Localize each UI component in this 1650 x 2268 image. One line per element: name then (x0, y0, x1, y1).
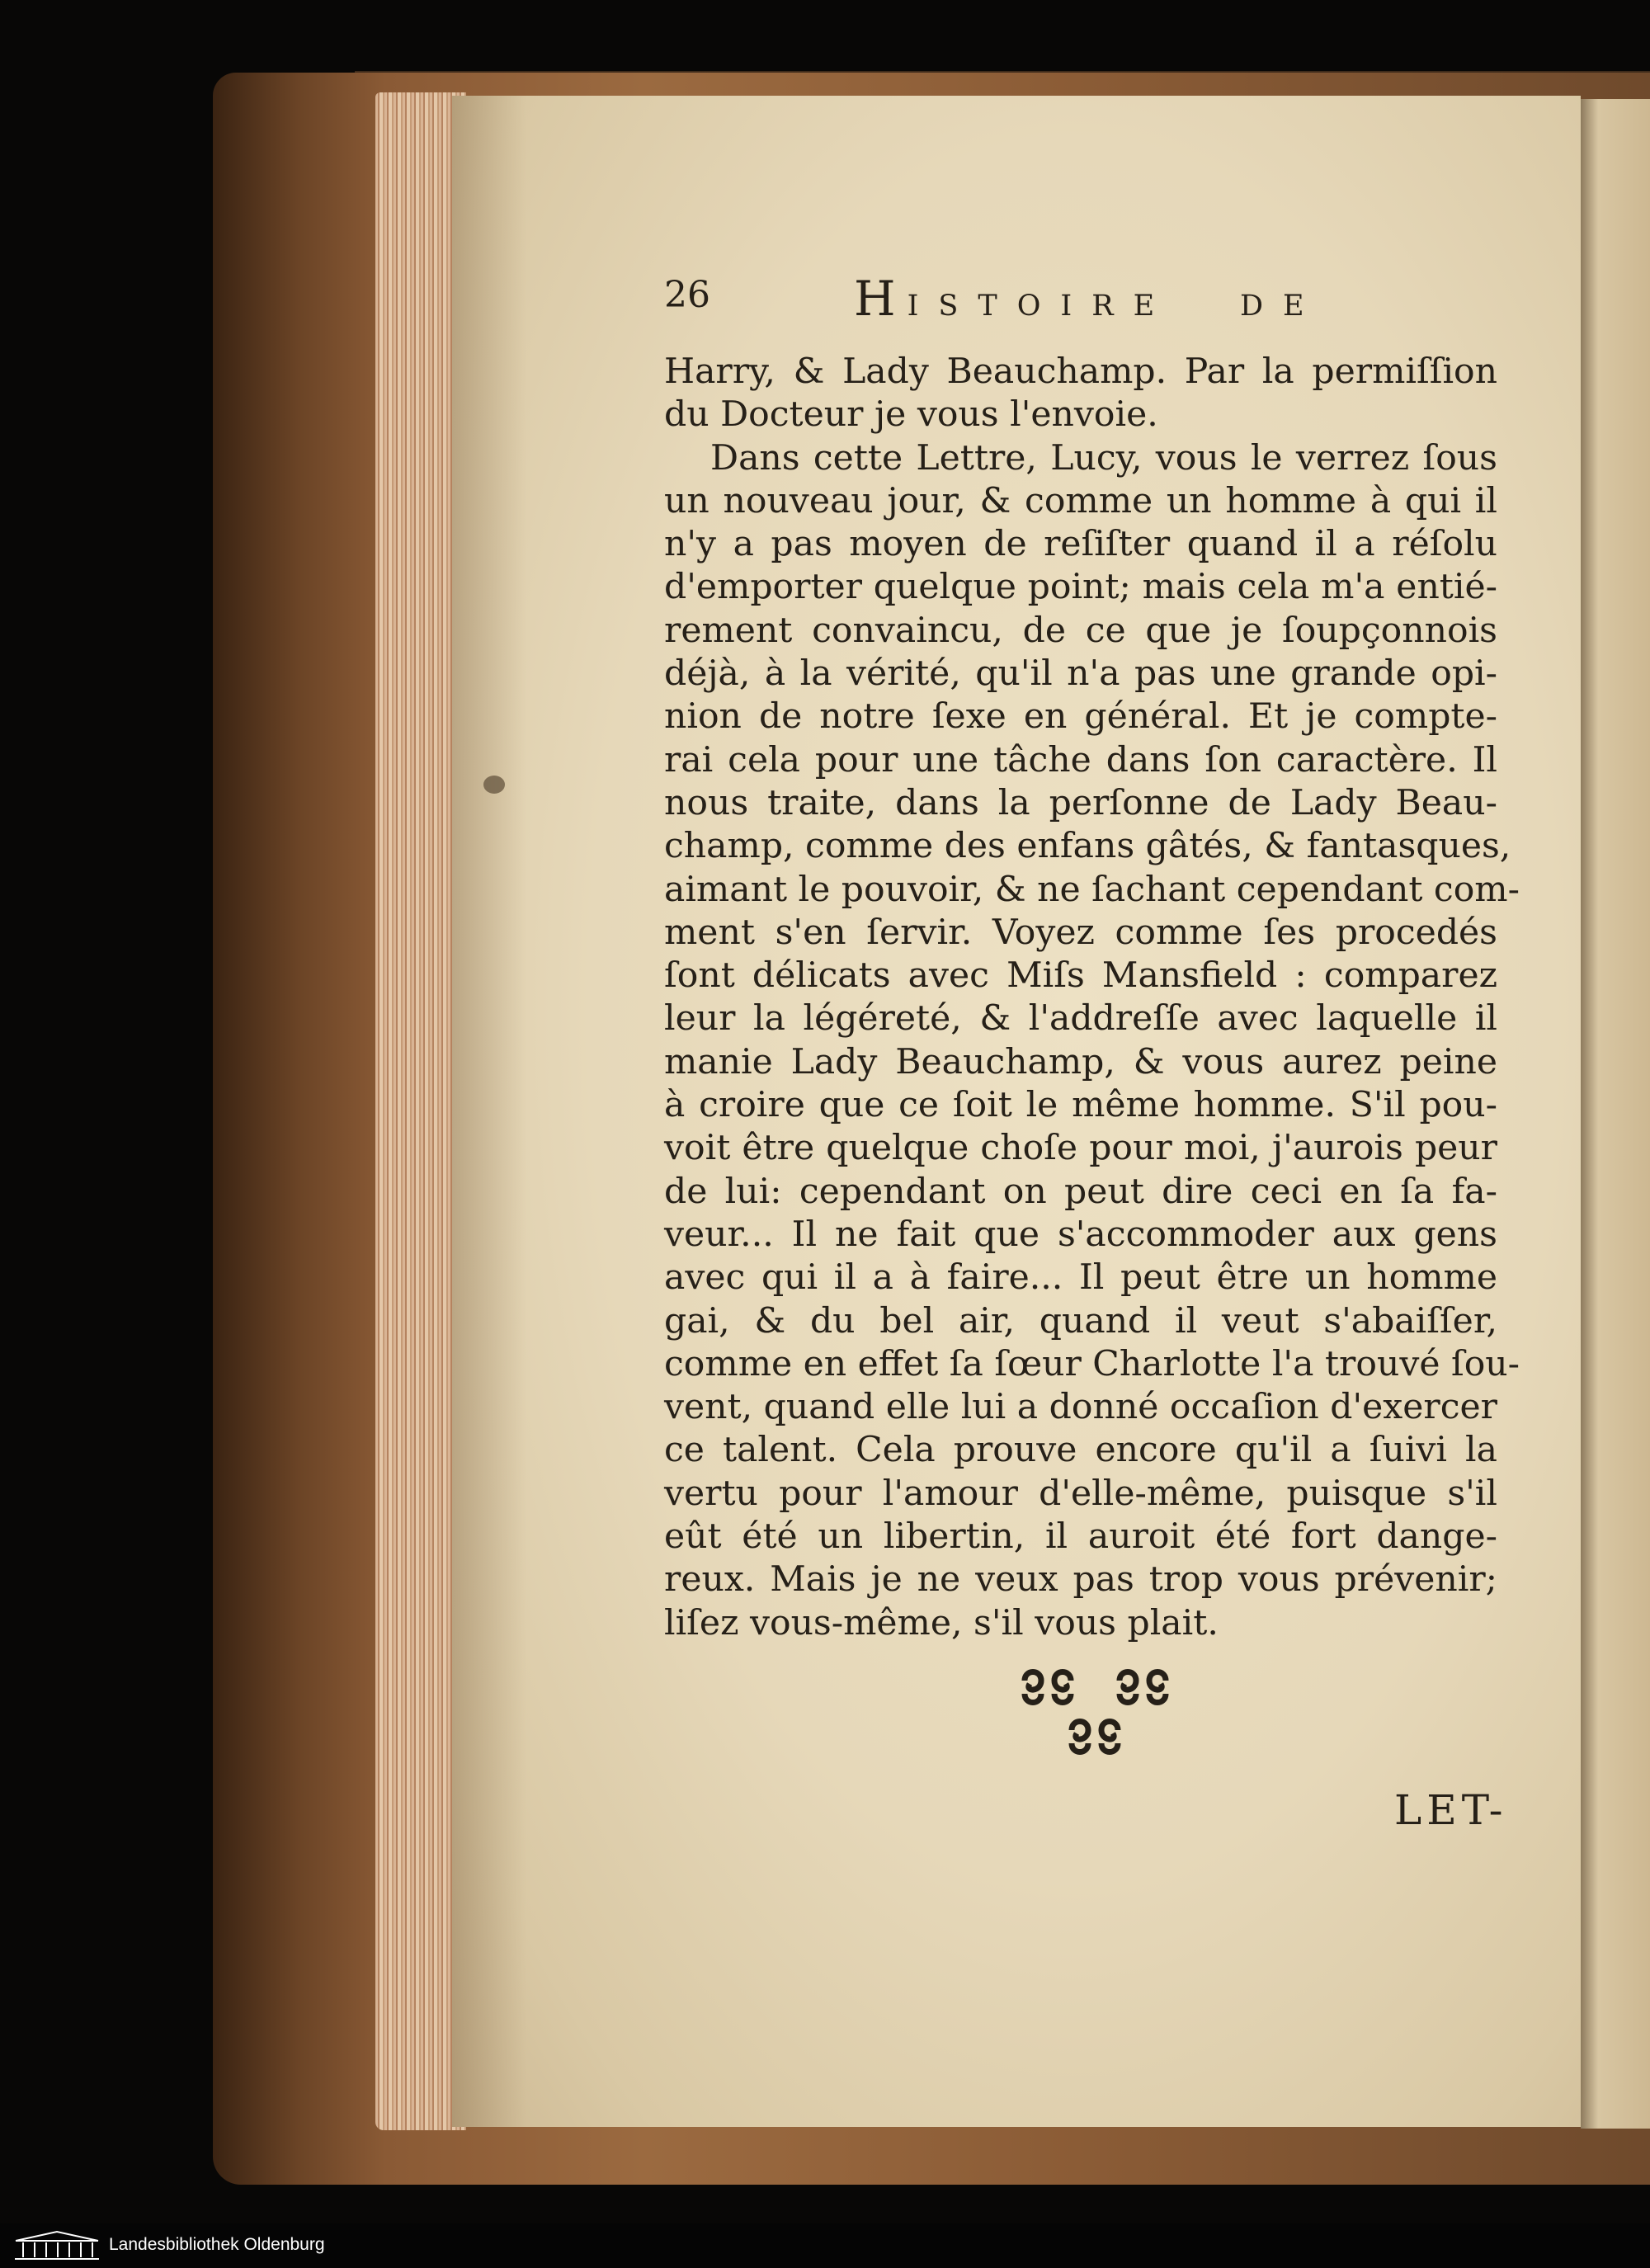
text-line: vertu pour l'amour d'elle-même, puisque s'il (664, 1473, 1497, 1514)
text-line: veur... Il ne fait que s'accommoder aux gens (664, 1214, 1497, 1255)
running-head-initial: H (854, 271, 908, 327)
library-name: Landesbibliothek Oldenburg (109, 2235, 325, 2254)
text-line: nous traite, dans la perſonne de Lady Beau- (664, 782, 1497, 823)
printers-ornament (1015, 1658, 1180, 1766)
text-block (664, 264, 1520, 1645)
text-line: eût été un libertin, il auroit été fort dange- (664, 1516, 1497, 1558)
text-line: déjà, à la vérité, qu'il n'a pas une grande opi- (664, 653, 1497, 695)
text-line: ſont délicats avec Miſs Mansfield : comparez (664, 955, 1497, 997)
body-text (664, 351, 1520, 1645)
text-line: Harry, & Lady Beauchamp. Par la permiſſion (664, 351, 1497, 392)
library-building-icon (12, 2229, 102, 2262)
text-line: de lui: cependant on peut dire ceci en ſa fa- (664, 1171, 1497, 1212)
running-head-de: de (1239, 277, 1324, 325)
text-line: aimant le pouvoir, & ne ſachant cependant com- (664, 869, 1520, 910)
facing-page-edge (1581, 99, 1650, 2129)
text-line: du Docteur je vous l'envoie. (664, 394, 1158, 436)
text-line: rement convaincu, de ce que je ſoupçonnois (664, 610, 1497, 651)
text-line: à croire que ce ſoit le même homme. S'il pou- (664, 1085, 1497, 1126)
page-header (664, 264, 1497, 342)
text-line: comme en effet ſa ſœur Charlotte l'a trouvé ſou- (664, 1343, 1520, 1384)
text-line: vent, quand elle lui a donné occaſion d'exercer (664, 1387, 1497, 1428)
text-line: champ, comme des enfans gâtés, & fantasques, (664, 826, 1511, 867)
text-line: leur la légéreté, & l'addreſſe avec laquelle il (664, 998, 1497, 1040)
text-line: Dans cette Lettre, Lucy, vous le verrez ſous (710, 437, 1497, 479)
text-line: rai cela pour une tâche dans ſon caractère. Il (664, 739, 1497, 780)
text-line: gai, & du bel air, quand il veut s'abaiſſer, (664, 1300, 1497, 1341)
gutter-shadow (452, 96, 526, 2127)
text-line: un nouveau jour, & comme un homme à qui il (664, 480, 1497, 521)
text-line: ce talent. Cela prouve encore qu'il a ſuivi la (664, 1430, 1497, 1471)
library-footer (0, 2223, 1650, 2268)
text-line: voit être quelque choſe pour moi, j'aurois peur (664, 1128, 1497, 1169)
text-line: liſez vous-même, s'il vous plait. (664, 1602, 1219, 1643)
text-line: avec qui il a à faire... Il peut être un homme (664, 1257, 1497, 1299)
text-line: manie Lady Beauchamp, & vous aurez peine (664, 1041, 1497, 1082)
catchword: LET- (1394, 1786, 1508, 1834)
text-line: n'y a pas moyen de reſiſter quand il a réſolu (664, 524, 1497, 565)
running-head-rest: istoire (907, 277, 1175, 325)
text-line: reux. Mais je ne veux pas trop vous prévenir; (664, 1559, 1497, 1601)
ink-spot (483, 776, 505, 794)
text-line: ment s'en ſervir. Voyez comme ſes procedés (664, 912, 1497, 953)
text-line: d'emporter quelque point; mais cela m'a entié- (664, 567, 1497, 608)
running-head (854, 271, 1324, 327)
page-number: 26 (664, 274, 710, 316)
text-line: nion de notre ſexe en général. Et je compte- (664, 696, 1497, 738)
